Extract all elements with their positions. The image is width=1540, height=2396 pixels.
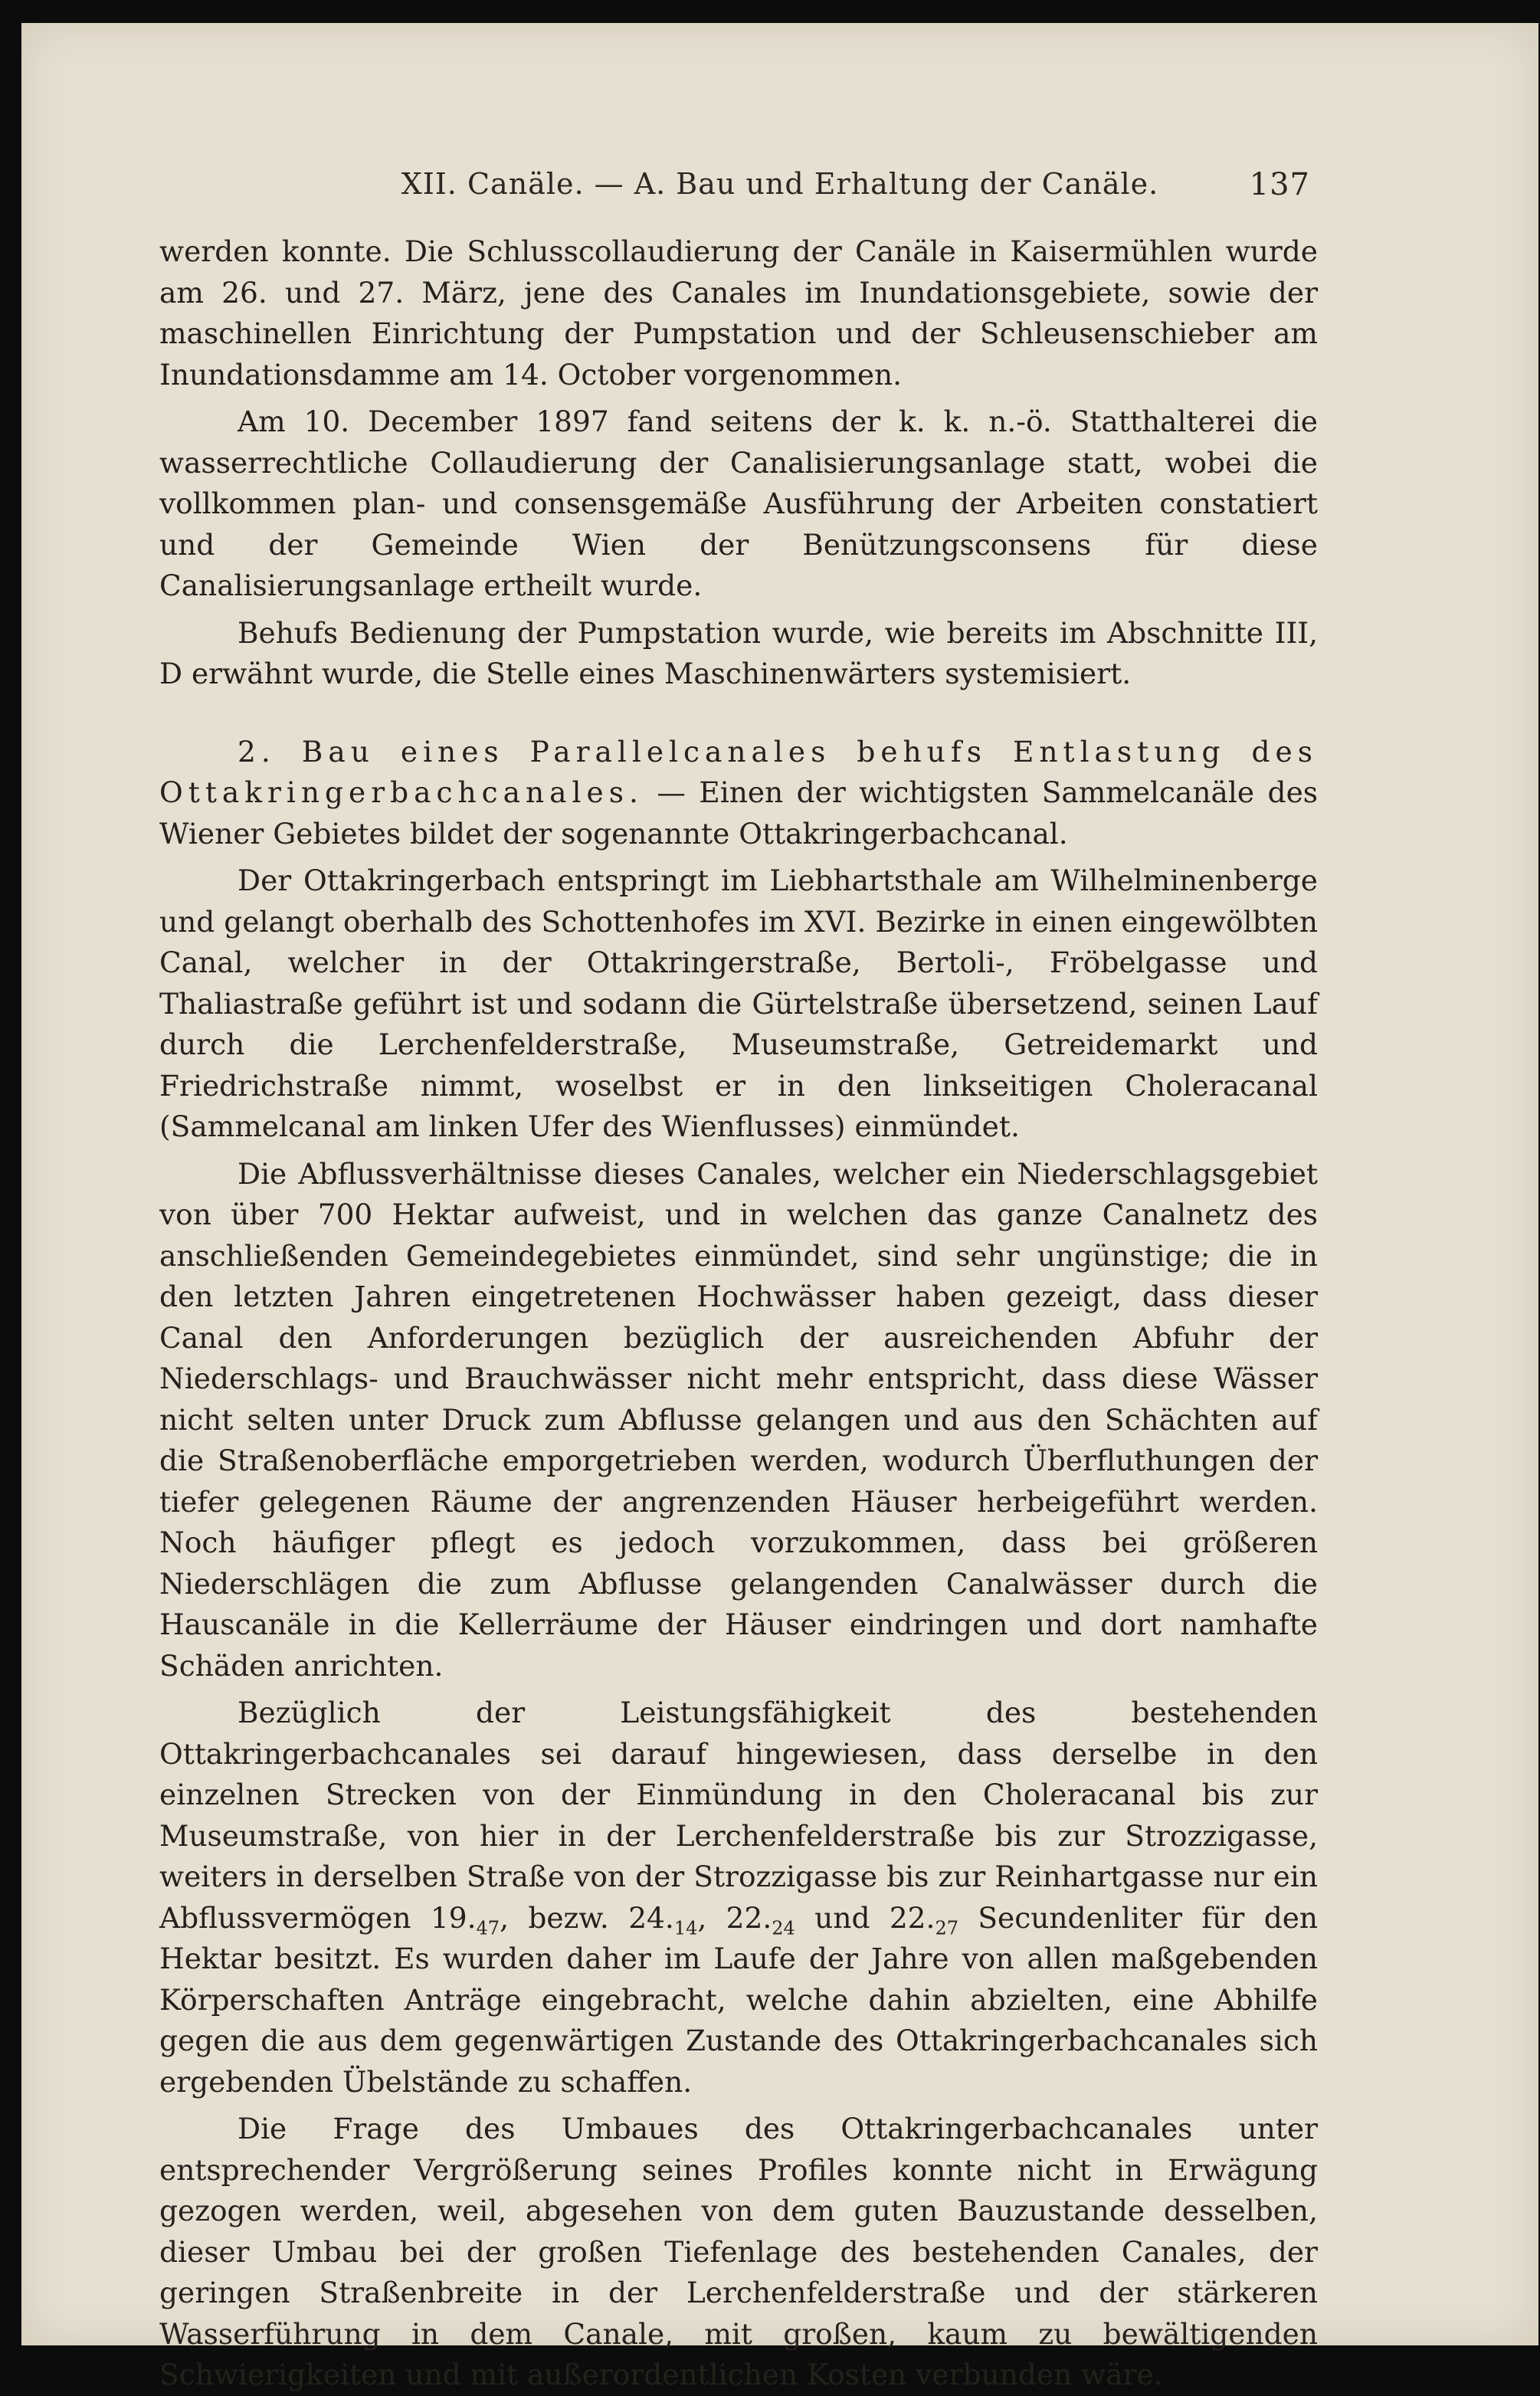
paragraph-1: werden konnte. Die Schlusscollaudierung der Canäle in Kaisermühlen wurde am 26. und 27. März, jene des Canales im Inundationsgebiete, sowie der maschinellen Einrichtung der Pumpstation und der Schleusenschieber am Inundationsdamme am 14. October vorgenommen.	[159, 234, 1318, 392]
body-text	[159, 231, 1318, 2396]
paragraph-7-start: Bezüglich der Leistungsfähigkeit des bestehenden Ottakringerbachcanales sei darauf hingewiesen, dass derselbe in den einzelnen Strecken von der Einmündung in den Choleracanal bis zur Museumstraße, von hier in der Lerchenfelderstraße bis zur Strozzigasse, weiters in derselben Straße von der Strozzigasse bis zur Reinhartgasse nur ein Abflussvermögen	[159, 1696, 1318, 1935]
section-heading-paragraph	[159, 732, 1318, 855]
page-number: 137	[1249, 167, 1310, 202]
paragraph-5: Der Ottakringerbach entspringt im Liebhartsthale am Wilhelminenberge und gelangt oberhalb des Schottenhofes im XVI. Bezirke in einen eingewölbten Canal, welcher in der Ottakringerstraße, Bertoli-, Fröbelgasse und Thaliastraße geführt ist und sodann die Gürtelstraße übersetzend, seinen Lauf durch die Lerchenfelderstraße, Museumstraße, Getreidemarkt und Friedrichstraße nimmt, woselbst er in den linkseitigen Choleracanal (Sammelcanal am linken Ufer des Wienflusses) einmündet.	[159, 864, 1318, 1143]
value-2: 24.	[628, 1900, 674, 1935]
separator-1: , bezw.	[500, 1900, 609, 1935]
value-2-sub: 14	[673, 1917, 698, 1939]
value-4: 22.	[889, 1900, 935, 1935]
value-3-sub: 24	[772, 1917, 795, 1939]
value-1-sub: 47	[476, 1917, 500, 1939]
paragraph-8: Die Frage des Umbaues des Ottakringerbachcanales unter entsprechender Vergrößerung seines Profiles konnte nicht in Erwägung gezogen werden, weil, abgesehen von dem guten Bauzustande desselben, dieser Umbau bei der großen Tiefenlage des bestehenden Canales, der geringen Straßenbreite in der Lerchenfelderstraße und der stärkeren Wasserführung in dem Canale, mit großen, kaum zu bewältigenden Schwierigkeiten und mit außerordentlichen Kosten verbunden wäre.	[159, 2112, 1318, 2391]
paragraph-7	[159, 1693, 1318, 2103]
paragraph-2: Am 10. December 1897 fand seitens der k. k. n.-ö. Statthalterei die wasserrechtliche Collaudierung der Canalisierungsanlage statt, wobei die vollkommen plan- und consensgemäße Ausführung der Arbeiten constatiert und der Gemeinde Wien der Benützungsconsens für diese Canalisierungsanlage ertheilt wurde.	[159, 405, 1318, 602]
running-title: XII. Canäle. — A. Bau und Erhaltung der Canäle.	[401, 167, 1159, 201]
separator-2: ,	[697, 1900, 707, 1935]
separator-3: und	[814, 1900, 870, 1935]
paragraph-7-end: Secundenliter für den Hektar besitzt. Es wurden daher im Laufe der Jahre von allen maßgebenden Körperschaften Anträge eingebracht, welche dahin abzielten, eine Abhilfe gegen die aus dem gegenwärtigen Zustande des Ottakringerbachcanales sich ergebenden Übelstände zu schaffen.	[159, 1900, 1319, 2099]
section-intro: — Einen der wichtigsten Sammelcanäle des Wiener Gebietes bildet der sogenannte Ottakringerbachcanal.	[159, 775, 1319, 851]
paragraph-3: Behufs Bedienung der Pumpstation wurde, wie bereits im Abschnitte III, D erwähnt wurde, die Stelle eines Maschinenwärters systemisiert.	[159, 615, 1318, 690]
scanned-page	[21, 23, 1538, 2391]
section-heading: 2. Bau eines Parallelcanales behufs Entlastung des Ottakringerbachcanales.	[159, 734, 1318, 809]
value-1: 19.	[430, 1900, 477, 1935]
value-3: 22.	[726, 1900, 772, 1935]
running-header	[21, 167, 1538, 213]
paragraph-6: Die Abflussverhältnisse dieses Canales, welcher ein Niederschlagsgebiet von über 700 Hektar aufweist, und in welchen das ganze Canalnetz des anschließenden Gemeindegebietes einmündet, sind sehr ungünstige; die in den letzten Jahren eingetretenen Hochwässer haben gezeigt, dass dieser Canal den Anforderungen bezüglich der ausreichenden Abfuhr der Niederschlags- und Brauchwässer nicht mehr entspricht, dass diese Wässer nicht selten unter Druck zum Abflusse gelangen und aus den Schächten auf die Straßenoberfläche emporgetrieben werden, wodurch Überfluthungen der tiefer gelegenen Räume der angrenzenden Häuser herbeigeführt werden. Noch häufiger pflegt es jedoch vorzukommen, dass bei größeren Niederschlägen die zum Abflusse gelangenden Canalwässer durch die Hauscanäle in die Kellerräume der Häuser eindringen und dort namhafte Schäden anrichten.	[159, 1156, 1318, 1683]
value-4-sub: 27	[935, 1917, 959, 1939]
